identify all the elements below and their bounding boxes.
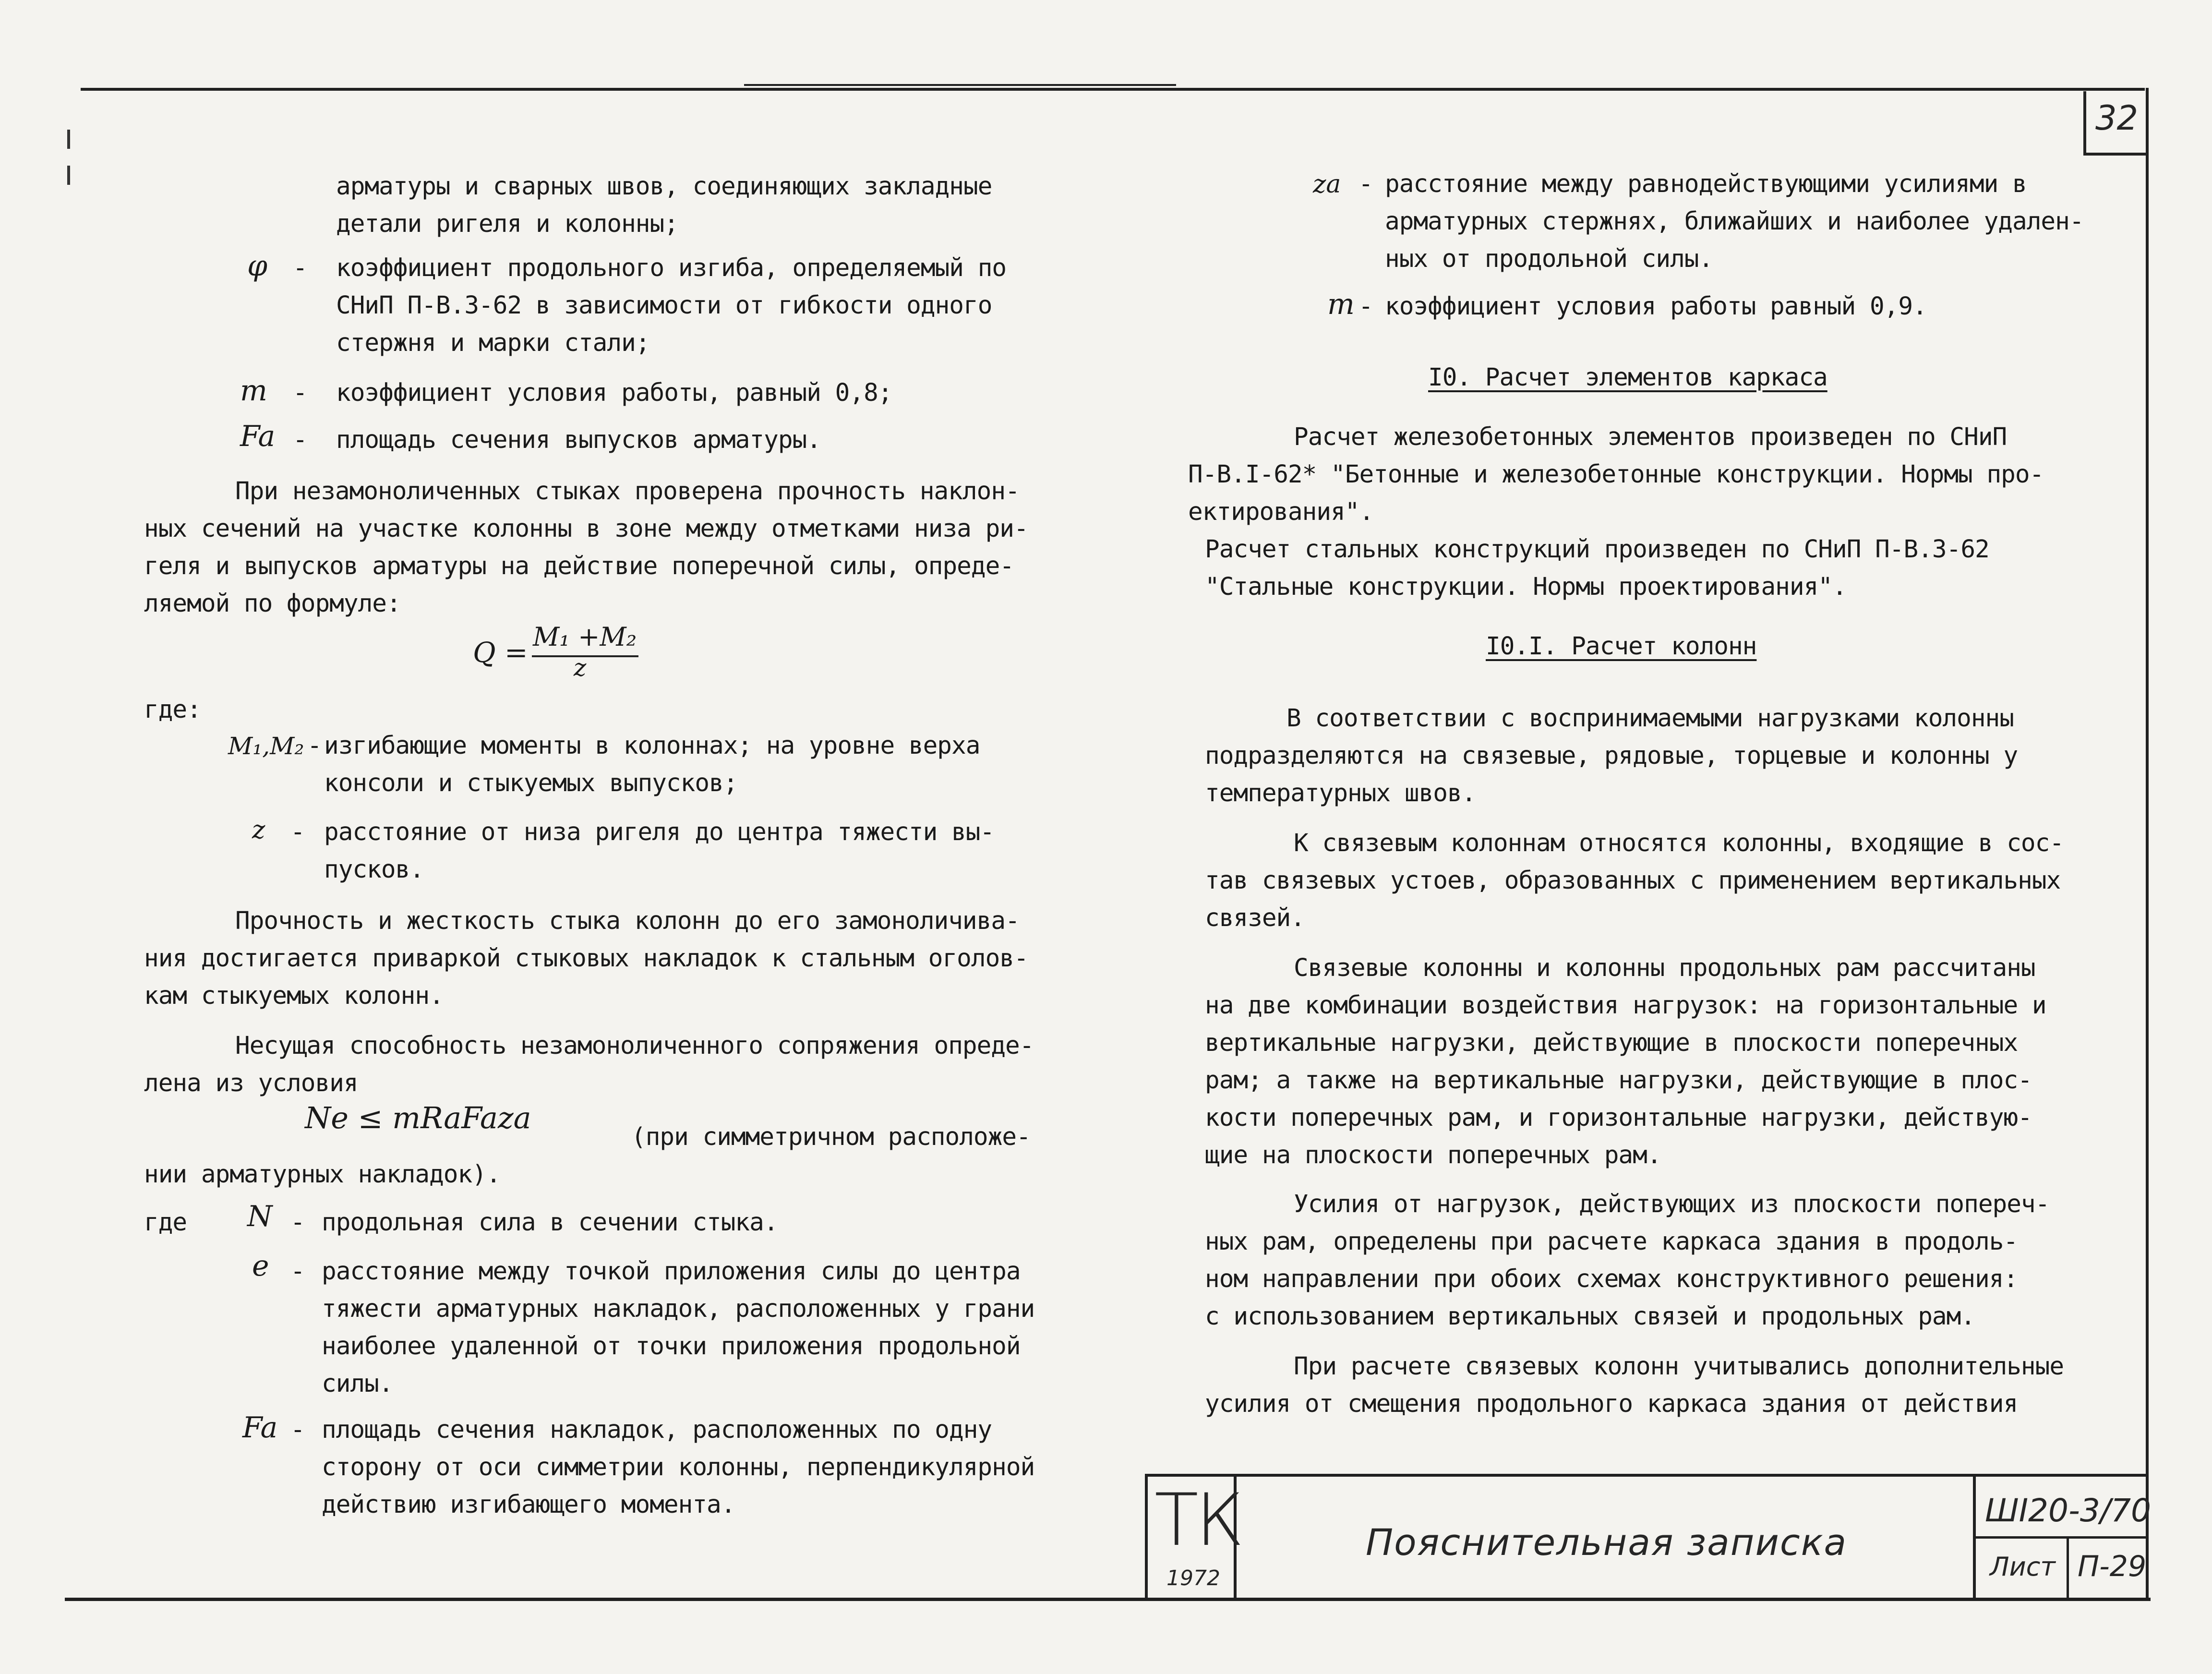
definition-dash: - bbox=[290, 1257, 305, 1286]
top-border-extension bbox=[744, 84, 1176, 86]
binding-mark bbox=[67, 166, 70, 185]
paragraph-line: ных рам, определены при расчете каркаса здания в продоль- bbox=[1205, 1228, 2018, 1256]
definition-dash: - bbox=[307, 732, 322, 760]
sheet-value: П-29 bbox=[2078, 1550, 2147, 1583]
definition-text: расстояние между точкой приложения силы до центра bbox=[322, 1257, 1021, 1286]
definition-dash: - bbox=[293, 254, 307, 282]
paragraph-line: Несущая способность незамоноличенного сопряжения опреде- bbox=[235, 1032, 1034, 1060]
paragraph-line: К связевым колоннам относятся колонны, входящие в сос- bbox=[1294, 829, 2064, 857]
definition-dash: - bbox=[293, 426, 307, 454]
right-border bbox=[2146, 88, 2149, 1600]
definition-text: стержня и марки стали; bbox=[336, 329, 650, 357]
definition-dash: - bbox=[1358, 170, 1373, 198]
symbol-m1-m2: M₁,M₂ bbox=[228, 732, 304, 760]
paragraph-line: с использованием вертикальных связей и продольных рам. bbox=[1205, 1302, 1975, 1331]
paragraph-line: лена из условия bbox=[144, 1069, 358, 1097]
formula-note: нии арматурных накладок). bbox=[144, 1160, 501, 1189]
paragraph-line: Связевые колонны и колонны продольных рам рассчитаны bbox=[1294, 954, 2035, 982]
definition-text: коэффициент условия работы, равный 0,8; bbox=[336, 379, 892, 407]
definition-text: пусков. bbox=[324, 855, 424, 884]
paragraph-line: связей. bbox=[1205, 904, 1305, 932]
paragraph-line: щие на плоскости поперечных рам. bbox=[1205, 1141, 1661, 1169]
definition-text: наиболее удаленной от точки приложения продольной bbox=[322, 1332, 1021, 1361]
where-label: где: bbox=[144, 696, 201, 724]
where-label: где bbox=[144, 1208, 187, 1237]
definition-dash: - bbox=[293, 379, 307, 407]
paragraph-line: ния достигается приваркой стыковых накладок к стальным оголов- bbox=[144, 944, 1028, 973]
year: 1972 bbox=[1166, 1566, 1220, 1590]
definition-text: изгибающие моменты в колоннах; на уровне верха bbox=[324, 732, 980, 760]
sheet-number: 32 bbox=[2095, 98, 2139, 138]
paragraph-line: температурных швов. bbox=[1205, 779, 1476, 807]
formula-q-numerator: M₁ +M₂ bbox=[533, 622, 637, 652]
paragraph-line: При расчете связевых колонн учитывались дополнительные bbox=[1294, 1352, 2064, 1381]
definition-text: сторону от оси симметрии колонны, перпендикулярной bbox=[322, 1453, 1035, 1481]
symbol-m: m bbox=[1327, 288, 1355, 321]
paragraph-line: усилия от смещения продольного каркаса здания от действия bbox=[1205, 1390, 2018, 1418]
symbol-z: z bbox=[252, 816, 265, 844]
definition-text: коэффициент условия работы равный 0,9. bbox=[1385, 292, 1927, 321]
symbol-m: m bbox=[240, 374, 267, 408]
paragraph-line: Расчет железобетонных элементов произведен по СНиП bbox=[1294, 423, 2007, 451]
paragraph-line: В соответствии с воспринимаемыми нагрузками колонны bbox=[1286, 704, 2014, 733]
definition-text: силы. bbox=[322, 1370, 393, 1398]
definition-dash: - bbox=[290, 1208, 305, 1237]
subsection-heading: I0.I. Расчет колонн bbox=[1486, 632, 1757, 661]
definition-text: расстояние между равнодействующими усилиями в bbox=[1385, 170, 2027, 198]
paragraph-line: Прочность и жесткость стыка колонн до его замоноличива- bbox=[235, 907, 1020, 935]
definition-text: продольная сила в сечении стыка. bbox=[322, 1208, 778, 1237]
paragraph-line: подразделяются на связевые, рядовые, торцевые и колонны у bbox=[1205, 742, 2018, 770]
paragraph-line: Усилия от нагрузок, действующих из плоскости попереч- bbox=[1294, 1190, 2050, 1218]
definition-text: СНиП П-В.3-62 в зависимости от гибкости одного bbox=[336, 291, 992, 320]
definition-text: расстояние от низа ригеля до центра тяжести вы- bbox=[324, 818, 995, 846]
definition-text: тяжести арматурных накладок, расположенных у грани bbox=[322, 1295, 1035, 1323]
symbol-n: N bbox=[247, 1200, 273, 1233]
paragraph-line: ном направлении при обоих схемах конструктивного решения: bbox=[1205, 1265, 2018, 1293]
paragraph-line: Расчет стальных конструкций произведен по СНиП П-В.3-62 bbox=[1205, 535, 1989, 564]
document-code: ШІ20-3/70 bbox=[1985, 1492, 2152, 1529]
definition-dash: - bbox=[290, 818, 305, 846]
symbol-e: e bbox=[252, 1249, 269, 1283]
paragraph-line: на две комбинации воздействия нагрузок: на горизонтальные и bbox=[1205, 991, 2046, 1020]
definition-text: консоли и стыкуемых выпусков; bbox=[324, 769, 738, 797]
definition-text: площадь сечения накладок, расположенных по одну bbox=[322, 1416, 992, 1444]
paragraph-line: ектирования". bbox=[1188, 498, 1374, 526]
definition-dash: - bbox=[290, 1416, 305, 1444]
definition-text: коэффициент продольного изгиба, определяемый по bbox=[336, 254, 1007, 282]
org-mark: ТК bbox=[1154, 1479, 1241, 1562]
symbol-fa: Fa bbox=[240, 420, 276, 453]
text-line: детали ригеля и колонны; bbox=[336, 210, 678, 238]
paragraph-line: геля и выпусков арматуры на действие поперечной силы, опреде- bbox=[144, 552, 1014, 580]
symbol-fa: Fa bbox=[242, 1411, 278, 1445]
paragraph-line: "Стальные конструкции. Нормы проектирования". bbox=[1205, 573, 1847, 601]
paragraph-line: ляемой по формуле: bbox=[144, 590, 401, 618]
paragraph-line: При незамоноличенных стыках проверена прочность наклон- bbox=[235, 477, 1020, 506]
title-block-row-line bbox=[1973, 1536, 2148, 1539]
paragraph-line: рам; а также на вертикальные нагрузки, действующие в плос- bbox=[1205, 1066, 2032, 1095]
paragraph-line: ных сечений на участке колонны в зоне между отметками низа ри- bbox=[144, 515, 1028, 543]
formula-q-denominator: z bbox=[574, 654, 587, 682]
formula-ne: Ne ≤ mRaFaza bbox=[305, 1100, 531, 1135]
section-heading: I0. Расчет элементов каркаса bbox=[1428, 363, 1827, 392]
formula-q-lhs: Q = bbox=[473, 636, 528, 669]
sheet-label: Лист bbox=[1990, 1552, 2056, 1582]
paragraph-line: кам стыкуемых колонн. bbox=[144, 982, 444, 1010]
definition-text: действию изгибающего момента. bbox=[322, 1491, 735, 1519]
paragraph-line: П-В.I-62* "Бетонные и железобетонные конструкции. Нормы про- bbox=[1188, 460, 2044, 489]
text-line: арматуры и сварных швов, соединяющих закладные bbox=[336, 172, 992, 201]
definition-dash: - bbox=[1358, 292, 1373, 321]
paragraph-line: кости поперечных рам, и горизонтальные нагрузки, действую- bbox=[1205, 1104, 2032, 1132]
title-block-left bbox=[1145, 1474, 1148, 1600]
title-block-top bbox=[1145, 1474, 2148, 1477]
binding-mark bbox=[67, 130, 70, 149]
definition-text: арматурных стержнях, ближайших и наиболее удален- bbox=[1385, 207, 2084, 236]
symbol-phi: φ bbox=[247, 249, 268, 283]
definition-text: площадь сечения выпусков арматуры. bbox=[336, 426, 821, 454]
bottom-border bbox=[65, 1598, 2151, 1601]
formula-note: (при симметричном расположе- bbox=[631, 1123, 1031, 1151]
definition-text: ных от продольной силы. bbox=[1385, 245, 1713, 273]
symbol-za: za bbox=[1313, 170, 1341, 199]
paragraph-line: тав связевых устоев, образованных с применением вертикальных bbox=[1205, 867, 2061, 895]
paragraph-line: вертикальные нагрузки, действующие в плоскости поперечных bbox=[1205, 1029, 2018, 1057]
top-border bbox=[81, 88, 2145, 91]
document-title: Пояснительная записка bbox=[1366, 1521, 1848, 1564]
title-block-divider-3 bbox=[2067, 1539, 2069, 1600]
